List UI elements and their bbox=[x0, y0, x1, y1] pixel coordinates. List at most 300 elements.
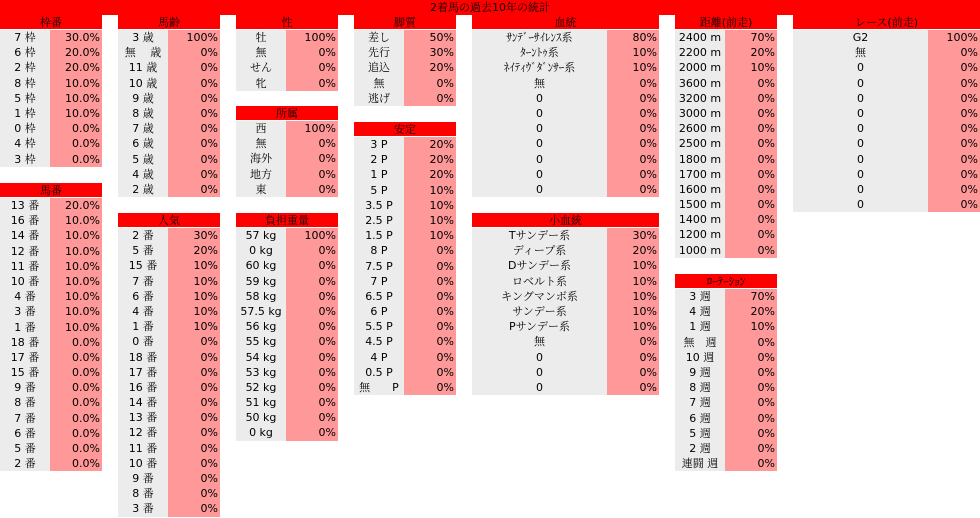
table-row bbox=[472, 289, 659, 304]
row-label: 3.5 P bbox=[354, 198, 404, 213]
row-value: 0% bbox=[928, 76, 980, 91]
table-row bbox=[236, 380, 338, 395]
row-label: 0 bbox=[793, 60, 928, 75]
row-value: 20.0% bbox=[50, 60, 102, 75]
row-label: 0 bbox=[472, 152, 607, 167]
row-value: 0% bbox=[286, 167, 338, 182]
row-value: 0% bbox=[168, 76, 220, 91]
table-row bbox=[118, 243, 220, 258]
row-value: 0% bbox=[607, 380, 659, 395]
table-row bbox=[0, 91, 102, 106]
row-value: 10% bbox=[725, 319, 777, 334]
row-label: 3 週 bbox=[675, 289, 725, 304]
table-row bbox=[472, 334, 659, 349]
table-header: 安定 bbox=[354, 122, 456, 137]
table-row bbox=[675, 289, 777, 304]
row-value: 0% bbox=[168, 425, 220, 440]
row-label: ﾀｰﾝﾄｩ系 bbox=[472, 45, 607, 60]
row-value: 100% bbox=[286, 228, 338, 243]
row-label: 9 番 bbox=[0, 380, 50, 395]
row-value: 0% bbox=[404, 365, 456, 380]
table-row bbox=[675, 426, 777, 441]
table-row bbox=[354, 60, 456, 75]
table-row bbox=[236, 395, 338, 410]
row-value: 80% bbox=[607, 30, 659, 45]
row-label: 8 枠 bbox=[0, 76, 50, 91]
row-label: Tサンデー系 bbox=[472, 228, 607, 243]
row-label: 2500 m bbox=[675, 136, 725, 151]
row-label: 4 歳 bbox=[118, 167, 168, 182]
row-value: 50% bbox=[404, 30, 456, 45]
table-row bbox=[118, 441, 220, 456]
row-value: 0.0% bbox=[50, 136, 102, 151]
row-value: 0% bbox=[286, 60, 338, 75]
row-value: 20% bbox=[404, 152, 456, 167]
row-label: 7 番 bbox=[118, 274, 168, 289]
row-label: 1600 m bbox=[675, 182, 725, 197]
table-shozoku bbox=[236, 106, 338, 197]
row-value: 0% bbox=[607, 182, 659, 197]
table-row bbox=[793, 106, 980, 121]
row-label: 1800 m bbox=[675, 152, 725, 167]
row-label: 0.5 P bbox=[354, 365, 404, 380]
table-row bbox=[118, 289, 220, 304]
table-row bbox=[236, 365, 338, 380]
row-label: 1 P bbox=[354, 167, 404, 182]
row-label: 5 番 bbox=[118, 243, 168, 258]
row-value: 0.0% bbox=[50, 411, 102, 426]
row-label: 12 番 bbox=[0, 244, 50, 259]
row-value: 10.0% bbox=[50, 289, 102, 304]
table-row bbox=[793, 60, 980, 75]
row-label: 1 番 bbox=[118, 319, 168, 334]
row-label: 4 番 bbox=[118, 304, 168, 319]
row-label: 4 P bbox=[354, 350, 404, 365]
row-label: 1 週 bbox=[675, 319, 725, 334]
table-row bbox=[354, 198, 456, 213]
row-value: 0% bbox=[168, 106, 220, 121]
row-value: 0% bbox=[286, 45, 338, 60]
row-label: 0 bbox=[472, 380, 607, 395]
row-label: Pサンデー系 bbox=[472, 319, 607, 334]
row-label: 16 番 bbox=[118, 380, 168, 395]
table-row bbox=[793, 167, 980, 182]
row-value: 10% bbox=[168, 258, 220, 273]
table-row bbox=[118, 30, 220, 45]
table-header: 馬番 bbox=[0, 183, 102, 198]
row-value: 0% bbox=[607, 121, 659, 136]
row-label: 0 kg bbox=[236, 425, 286, 440]
row-label: G2 bbox=[793, 30, 928, 45]
table-header: 脚質 bbox=[354, 15, 456, 30]
row-label: 57.5 kg bbox=[236, 304, 286, 319]
table-row bbox=[472, 228, 659, 243]
row-label: 8 歳 bbox=[118, 106, 168, 121]
row-value: 20.0% bbox=[50, 45, 102, 60]
row-label: 4 番 bbox=[0, 289, 50, 304]
table-row bbox=[118, 486, 220, 501]
table-kyakushitsu bbox=[354, 15, 456, 106]
table-header: 枠番 bbox=[0, 15, 102, 30]
table-row bbox=[354, 380, 456, 395]
row-value: 0% bbox=[286, 258, 338, 273]
table-rotation bbox=[675, 274, 777, 471]
table-row bbox=[793, 45, 980, 60]
row-label: 0 bbox=[472, 136, 607, 151]
table-header: ﾛｰﾃｰｼｮﾝ bbox=[675, 274, 777, 289]
row-value: 0% bbox=[404, 289, 456, 304]
table-row bbox=[472, 106, 659, 121]
table-row bbox=[472, 152, 659, 167]
table-kyori bbox=[675, 15, 777, 258]
row-label: 1700 m bbox=[675, 167, 725, 182]
table-row bbox=[675, 106, 777, 121]
row-value: 10.0% bbox=[50, 320, 102, 335]
row-value: 0% bbox=[286, 136, 338, 151]
table-row bbox=[0, 350, 102, 365]
row-value: 10.0% bbox=[50, 91, 102, 106]
row-label: 9 歳 bbox=[118, 91, 168, 106]
table-row bbox=[675, 45, 777, 60]
row-value: 100% bbox=[286, 121, 338, 136]
row-label: 無 P bbox=[354, 380, 404, 395]
table-row bbox=[118, 274, 220, 289]
table-row bbox=[0, 45, 102, 60]
table-row bbox=[118, 304, 220, 319]
row-value: 10% bbox=[607, 45, 659, 60]
table-row bbox=[0, 411, 102, 426]
table-row bbox=[675, 227, 777, 242]
row-label: ディープ系 bbox=[472, 243, 607, 258]
table-row bbox=[118, 334, 220, 349]
table-row bbox=[675, 121, 777, 136]
row-value: 0% bbox=[725, 136, 777, 151]
row-label: 2000 m bbox=[675, 60, 725, 75]
table-row bbox=[0, 228, 102, 243]
table-header: 馬齢 bbox=[118, 15, 220, 30]
row-value: 0.0% bbox=[50, 152, 102, 167]
row-label: 0 bbox=[472, 121, 607, 136]
table-row bbox=[236, 334, 338, 349]
table-row bbox=[354, 350, 456, 365]
table-row bbox=[354, 274, 456, 289]
table-row bbox=[118, 258, 220, 273]
table-row bbox=[236, 410, 338, 425]
row-value: 10% bbox=[404, 228, 456, 243]
row-value: 0% bbox=[168, 380, 220, 395]
row-label: 6 番 bbox=[0, 426, 50, 441]
table-row bbox=[236, 60, 338, 75]
table-row bbox=[472, 136, 659, 151]
row-value: 0% bbox=[928, 45, 980, 60]
table-row bbox=[354, 152, 456, 167]
row-label: 15 番 bbox=[0, 365, 50, 380]
row-value: 0% bbox=[168, 486, 220, 501]
row-value: 0% bbox=[725, 456, 777, 471]
table-row bbox=[236, 167, 338, 182]
row-value: 0% bbox=[168, 121, 220, 136]
row-label: 5 枠 bbox=[0, 91, 50, 106]
table-row bbox=[675, 167, 777, 182]
table-header: 血統 bbox=[472, 15, 659, 30]
row-value: 20% bbox=[725, 45, 777, 60]
row-value: 20.0% bbox=[50, 198, 102, 213]
row-label: 4 枠 bbox=[0, 136, 50, 151]
table-row bbox=[0, 289, 102, 304]
row-label: 3000 m bbox=[675, 106, 725, 121]
row-label: 7 週 bbox=[675, 395, 725, 410]
table-row bbox=[472, 274, 659, 289]
row-value: 0% bbox=[168, 350, 220, 365]
row-label: 2200 m bbox=[675, 45, 725, 60]
row-value: 0% bbox=[168, 91, 220, 106]
row-label: Dサンデー系 bbox=[472, 258, 607, 273]
row-value: 0% bbox=[168, 182, 220, 197]
table-row bbox=[675, 212, 777, 227]
table-row bbox=[0, 320, 102, 335]
row-label: 7 P bbox=[354, 274, 404, 289]
table-row bbox=[118, 167, 220, 182]
row-label: 0 bbox=[793, 136, 928, 151]
row-value: 0% bbox=[928, 106, 980, 121]
row-value: 10% bbox=[404, 198, 456, 213]
row-label: 8 番 bbox=[118, 486, 168, 501]
table-row bbox=[675, 411, 777, 426]
table-row bbox=[472, 60, 659, 75]
table-row bbox=[354, 45, 456, 60]
row-value: 0% bbox=[168, 167, 220, 182]
table-row bbox=[118, 45, 220, 60]
row-value: 0% bbox=[168, 365, 220, 380]
row-label: 5.5 P bbox=[354, 319, 404, 334]
row-label: ﾈｲﾃｨｳﾞﾀﾞﾝｻｰ系 bbox=[472, 60, 607, 75]
row-label: 2 P bbox=[354, 152, 404, 167]
row-label: 2 週 bbox=[675, 441, 725, 456]
row-label: 9 番 bbox=[118, 471, 168, 486]
row-label: 2400 m bbox=[675, 30, 725, 45]
row-value: 0% bbox=[168, 334, 220, 349]
row-value: 0.0% bbox=[50, 395, 102, 410]
row-value: 0% bbox=[607, 91, 659, 106]
table-row bbox=[354, 30, 456, 45]
table-header: 負担重量 bbox=[236, 213, 338, 228]
table-row bbox=[118, 228, 220, 243]
table-row bbox=[793, 136, 980, 151]
table-row bbox=[0, 198, 102, 213]
row-value: 0% bbox=[725, 227, 777, 242]
row-label: 0 bbox=[793, 182, 928, 197]
row-label: 11 歳 bbox=[118, 60, 168, 75]
row-label: 10 番 bbox=[118, 456, 168, 471]
row-value: 0% bbox=[725, 91, 777, 106]
table-row bbox=[675, 319, 777, 334]
row-value: 0% bbox=[725, 197, 777, 212]
row-value: 0% bbox=[286, 76, 338, 91]
row-value: 0.0% bbox=[50, 121, 102, 136]
row-label: 1000 m bbox=[675, 243, 725, 258]
table-row bbox=[793, 121, 980, 136]
row-value: 100% bbox=[928, 30, 980, 45]
row-value: 0% bbox=[928, 197, 980, 212]
table-row bbox=[118, 152, 220, 167]
row-label: 13 番 bbox=[0, 198, 50, 213]
row-label: 差し bbox=[354, 30, 404, 45]
row-label: 3 P bbox=[354, 137, 404, 152]
row-label: 5 番 bbox=[0, 441, 50, 456]
row-label: 0 bbox=[472, 182, 607, 197]
table-row bbox=[472, 380, 659, 395]
row-label: 0 bbox=[793, 121, 928, 136]
row-label: 逃げ bbox=[354, 91, 404, 106]
table-row bbox=[354, 167, 456, 182]
row-label: 2 枠 bbox=[0, 60, 50, 75]
table-row bbox=[354, 228, 456, 243]
table-race bbox=[793, 15, 980, 212]
row-value: 0% bbox=[928, 136, 980, 151]
row-label: 6 枠 bbox=[0, 45, 50, 60]
row-label: 0 枠 bbox=[0, 121, 50, 136]
table-row bbox=[236, 45, 338, 60]
row-label: 連闘 週 bbox=[675, 456, 725, 471]
row-value: 0.0% bbox=[50, 365, 102, 380]
row-value: 0% bbox=[928, 91, 980, 106]
table-row bbox=[675, 152, 777, 167]
row-value: 10% bbox=[607, 60, 659, 75]
table-header: 所属 bbox=[236, 106, 338, 121]
row-value: 0% bbox=[168, 395, 220, 410]
row-label: 追込 bbox=[354, 60, 404, 75]
row-value: 0% bbox=[286, 334, 338, 349]
row-label: 0 bbox=[793, 76, 928, 91]
table-row bbox=[354, 304, 456, 319]
table-row bbox=[0, 152, 102, 167]
table-row bbox=[118, 410, 220, 425]
table-row bbox=[472, 319, 659, 334]
row-label: 3200 m bbox=[675, 91, 725, 106]
table-row bbox=[354, 289, 456, 304]
row-label: 14 番 bbox=[0, 228, 50, 243]
row-value: 0% bbox=[286, 425, 338, 440]
table-umaban bbox=[0, 183, 102, 471]
row-value: 0% bbox=[928, 167, 980, 182]
row-label: 1400 m bbox=[675, 212, 725, 227]
table-futan bbox=[236, 213, 338, 441]
row-value: 10% bbox=[168, 319, 220, 334]
table-row bbox=[675, 304, 777, 319]
row-value: 0% bbox=[286, 243, 338, 258]
row-value: 0% bbox=[928, 121, 980, 136]
row-label: 1 枠 bbox=[0, 106, 50, 121]
table-row bbox=[118, 76, 220, 91]
row-label: 海外 bbox=[236, 151, 286, 166]
table-row bbox=[118, 350, 220, 365]
row-label: 無 週 bbox=[675, 335, 725, 350]
table-row bbox=[472, 76, 659, 91]
table-row bbox=[354, 259, 456, 274]
row-value: 30% bbox=[404, 45, 456, 60]
table-row bbox=[472, 304, 659, 319]
row-label: 12 番 bbox=[118, 425, 168, 440]
row-value: 10% bbox=[404, 213, 456, 228]
row-value: 70% bbox=[725, 30, 777, 45]
row-label: 7 枠 bbox=[0, 30, 50, 45]
table-row bbox=[236, 228, 338, 243]
row-value: 0% bbox=[404, 91, 456, 106]
row-label: 7.5 P bbox=[354, 259, 404, 274]
row-label: 0 bbox=[472, 167, 607, 182]
row-value: 0% bbox=[168, 456, 220, 471]
table-row bbox=[236, 76, 338, 91]
table-row bbox=[675, 350, 777, 365]
table-row bbox=[0, 426, 102, 441]
row-label: 地方 bbox=[236, 167, 286, 182]
table-row bbox=[118, 456, 220, 471]
row-label: 0 bbox=[472, 91, 607, 106]
row-value: 10% bbox=[168, 304, 220, 319]
table-row bbox=[472, 182, 659, 197]
table-row bbox=[675, 182, 777, 197]
row-value: 10% bbox=[725, 60, 777, 75]
row-value: 0% bbox=[725, 426, 777, 441]
table-row bbox=[354, 137, 456, 152]
row-label: 0 bbox=[793, 152, 928, 167]
row-label: せん bbox=[236, 60, 286, 75]
table-row bbox=[0, 60, 102, 75]
table-row bbox=[236, 425, 338, 440]
table-row bbox=[118, 121, 220, 136]
row-label: ロベルト系 bbox=[472, 274, 607, 289]
table-row bbox=[675, 30, 777, 45]
row-label: 11 番 bbox=[118, 441, 168, 456]
table-row bbox=[236, 182, 338, 197]
row-label: 8 P bbox=[354, 243, 404, 258]
table-row bbox=[118, 106, 220, 121]
row-value: 0% bbox=[404, 304, 456, 319]
row-label: 1200 m bbox=[675, 227, 725, 242]
table-row bbox=[236, 319, 338, 334]
row-label: 2600 m bbox=[675, 121, 725, 136]
row-label: 0 bbox=[793, 197, 928, 212]
row-label: 4.5 P bbox=[354, 334, 404, 349]
row-value: 10.0% bbox=[50, 228, 102, 243]
row-label: 2.5 P bbox=[354, 213, 404, 228]
row-value: 10% bbox=[607, 274, 659, 289]
row-label: 3600 m bbox=[675, 76, 725, 91]
row-value: 0% bbox=[725, 411, 777, 426]
table-row bbox=[118, 380, 220, 395]
row-value: 0% bbox=[168, 441, 220, 456]
row-label: 7 歳 bbox=[118, 121, 168, 136]
row-label: 3 番 bbox=[0, 304, 50, 319]
row-value: 0% bbox=[928, 152, 980, 167]
row-label: 10 週 bbox=[675, 350, 725, 365]
row-label: 15 番 bbox=[118, 258, 168, 273]
row-label: 西 bbox=[236, 121, 286, 136]
row-value: 20% bbox=[607, 243, 659, 258]
table-kettou bbox=[472, 15, 659, 197]
row-label: 1500 m bbox=[675, 197, 725, 212]
table-row bbox=[675, 380, 777, 395]
row-value: 10.0% bbox=[50, 274, 102, 289]
row-value: 0% bbox=[168, 152, 220, 167]
row-value: 0% bbox=[286, 395, 338, 410]
row-value: 0% bbox=[725, 365, 777, 380]
row-label: 無 bbox=[354, 76, 404, 91]
row-value: 0% bbox=[286, 274, 338, 289]
row-value: 20% bbox=[404, 137, 456, 152]
row-value: 0% bbox=[928, 60, 980, 75]
row-value: 0% bbox=[607, 136, 659, 151]
